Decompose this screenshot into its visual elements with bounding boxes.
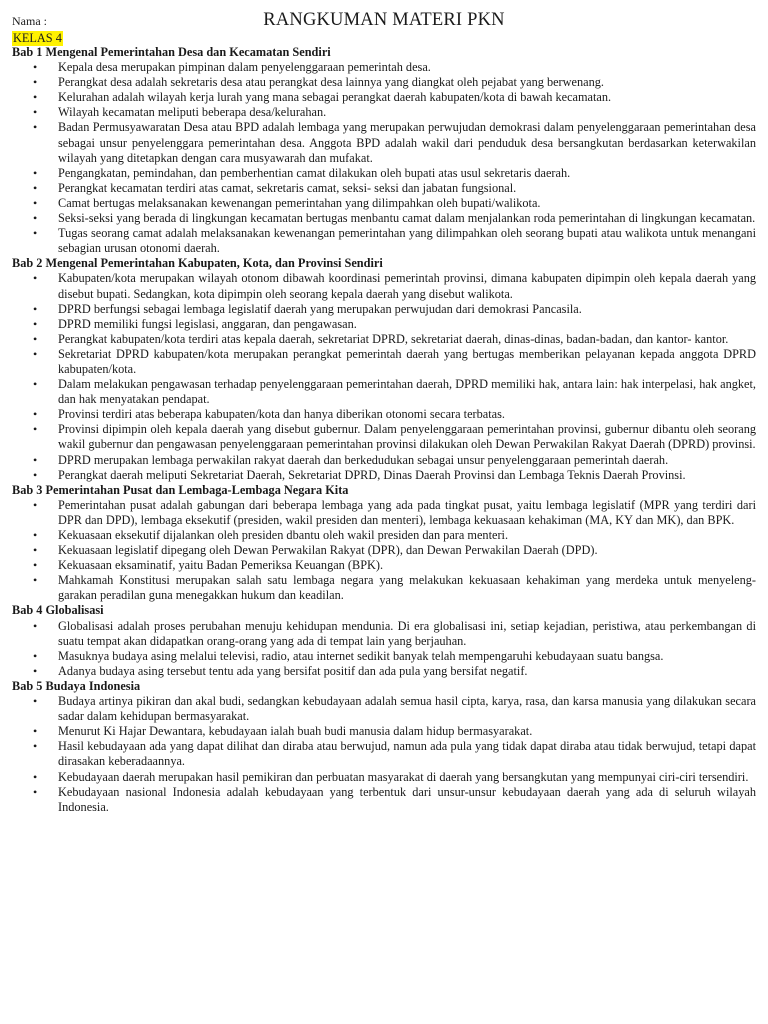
- section-heading: Bab 4 Globalisasi: [12, 603, 104, 618]
- list-item: • Perangkat kabupaten/kota terdiri atas kepala daerah, sekretariat DPRD, sekretariat daerah, dinas-dinas, badan-badan, dan kantor- kantor.: [12, 332, 756, 347]
- bullet-list: [12, 619, 756, 679]
- page-title: RANGKUMAN MATERI PKN: [263, 10, 505, 30]
- list-item: • Seksi-seksi yang berada di lingkungan kecamatan bertugas menbantu camat dalam menjalankan roda pemerintahan di lingkungan kecamatan.: [12, 211, 756, 226]
- bullet-list: [12, 271, 756, 482]
- list-item: • DPRD merupakan lembaga perwakilan rakyat daerah dan berkedudukan sebagai unsur penyelenggaraan pemerintah daerah.: [12, 453, 756, 468]
- list-item: • Wilayah kecamatan meliputi beberapa desa/kelurahan.: [12, 105, 756, 120]
- list-item: • Pengangkatan, pemindahan, dan pemberhentian camat dilakukan oleh bupati atas usul sekretaris daerah.: [12, 166, 756, 181]
- list-item: • Masuknya budaya asing melalui televisi, radio, atau internet sedikit banyak telah mempengaruhi kebudayaan suatu bangsa.: [12, 649, 756, 664]
- list-item: • Provinsi dipimpin oleh kepala daerah yang disebut gubernur. Dalam penyelenggaraan pemerintahan provinsi, gubernur dibantu oleh seorang wakil gubernur dan pengawasan penyelenggaraan pemerintahan provinsi dilakukan oleh Dewan Perwakilan Rakyat Daerah (DPRD) provinsi.: [12, 422, 756, 452]
- list-item: • Hasil kebudayaan ada yang dapat dilihat dan diraba atau berwujud, namun ada pula yang tidak dapat diraba atau tidak berwujud, tetapi dapat dirasakan keberadaannya.: [12, 739, 756, 769]
- list-item: • Sekretariat DPRD kabupaten/kota merupakan perangkat pemerintah daerah yang bertugas memberikan pelayanan kepada anggota DPRD kabupaten/kota.: [12, 347, 756, 377]
- bullet-list: [12, 498, 756, 604]
- list-item: • Perangkat desa adalah sekretaris desa atau perangkat desa lainnya yang diangkat oleh pejabat yang berwenang.: [12, 75, 756, 90]
- list-item: • Kebudayaan nasional Indonesia adalah kebudayaan yang terbentuk dari unsur-unsur kebudayaan daerah yang ada di seluruh wilayah Indonesia.: [12, 785, 756, 815]
- list-item: • DPRD memiliki fungsi legislasi, anggaran, dan pengawasan.: [12, 317, 756, 332]
- document-content: [12, 45, 756, 815]
- list-item: • Kekuasaan legislatif dipegang oleh Dewan Perwakilan Rakyat (DPR), dan Dewan Perwakilan Daerah (DPD).: [12, 543, 756, 558]
- list-item: • Tugas seorang camat adalah melaksanakan kewenangan pemerintahan yang dilimpahkan oleh seorang bupati atau walikota untuk menangani sebagian urusan otonomi daerah.: [12, 226, 756, 256]
- section-heading: Bab 1 Mengenal Pemerintahan Desa dan Kecamatan Sendiri: [12, 45, 331, 59]
- section-heading: Bab 5 Budaya Indonesia: [12, 678, 141, 693]
- list-item: • Menurut Ki Hajar Dewantara, kebudayaan ialah buah budi manusia dalam hidup bermasyarakat.: [12, 724, 756, 739]
- list-item: • Kekuasaan eksekutif dijalankan oleh presiden dbantu oleh wakil presiden dan para menteri.: [12, 528, 756, 543]
- list-item: • Kebudayaan daerah merupakan hasil pemikiran dan perbuatan masyarakat di daerah yang bersangkutan yang mempunyai ciri-ciri tersendiri.: [12, 770, 756, 785]
- list-item: • Kepala desa merupakan pimpinan dalam penyelenggaraan pemerintah desa.: [12, 60, 756, 75]
- list-item: • Badan Permusyawaratan Desa atau BPD adalah lembaga yang merupakan perwujudan demokrasi dalam penyelenggaraan pemerintahan desa sebagai unsur penyelenggara pemerintahan desa. Anggota BPD adalah wakil dari penduduk desa bersangkutan berdasarkan keterwakilan wilayah yang ditetapkan dengan cara musyawarah dan mufakat.: [12, 120, 756, 165]
- list-item: • DPRD berfungsi sebagai lembaga legislatif daerah yang merupakan perwujudan dari demokrasi Pancasila.: [12, 302, 756, 317]
- kelas-highlight: KELAS 4: [13, 31, 62, 45]
- section-heading: Bab 2 Mengenal Pemerintahan Kabupaten, Kota, dan Provinsi Sendiri: [12, 256, 383, 271]
- list-item: • Perangkat daerah meliputi Sekretariat Daerah, Sekretariat DPRD, Dinas Daerah Provinsi dan Lembaga Teknis Daerah Provinsi.: [12, 468, 756, 483]
- section-heading: Bab 3 Pemerintahan Pusat dan Lembaga-Lembaga Negara Kita: [12, 482, 349, 497]
- list-item: • Mahkamah Konstitusi merupakan salah satu lembaga negara yang melakukan kekuasaan kehakiman yang merdeka untuk menyeleng- garakan peradilan guna menegakkan hukum dan keadilan.: [12, 573, 756, 603]
- list-item: • Dalam melakukan pengawasan terhadap penyelenggaraan pemerintahan daerah, DPRD memiliki hak, antara lain: hak interpelasi, hak angket, dan hak menyatakan pendapat.: [12, 377, 756, 407]
- nama-label: Nama :: [12, 14, 47, 28]
- list-item: • Provinsi terdiri atas beberapa kabupaten/kota dan hanya diberikan otonomi secara terbatas.: [12, 407, 756, 422]
- list-item: • Camat bertugas melaksanakan kewenangan pemerintahan yang dilimpahkan oleh bupati/walikota.: [12, 196, 756, 211]
- list-item: • Kelurahan adalah wilayah kerja lurah yang mana sebagai perangkat daerah kabupaten/kota di bawah kecamatan.: [12, 90, 756, 105]
- list-item: • Globalisasi adalah proses perubahan menuju kehidupan mendunia. Di era globalisasi ini, setiap kejadian, peristiwa, atau perkembangan di suatu tempat akan didapatkan orang-orang yang ada di tempat lain yang berjauhan.: [12, 619, 756, 649]
- list-item: • Adanya budaya asing tersebut tentu ada yang bersifat positif dan ada pula yang bersifat negatif.: [12, 664, 756, 679]
- bullet-list: [12, 60, 756, 256]
- list-item: • Kekuasaan eksaminatif, yaitu Badan Pemeriksa Keuangan (BPK).: [12, 558, 756, 573]
- list-item: • Budaya artinya pikiran dan akal budi, sedangkan kebudayaan adalah semua hasil cipta, karya, rasa, dan karsa manusia yang dilakukan secara sadar dalam kehidupan bermasyarakat.: [12, 694, 756, 724]
- bullet-list: [12, 694, 756, 815]
- list-item: • Perangkat kecamatan terdiri atas camat, sekretaris camat, seksi- seksi dan jabatan fungsional.: [12, 181, 756, 196]
- list-item: • Pemerintahan pusat adalah gabungan dari beberapa lembaga yang ada pada tingkat pusat, yaitu lembaga legislatif (MPR yang terdiri dari DPR dan DPD), lembaga eksekutif (presiden, wakil presiden dan menteri), lembaga kekuasaan kehakiman (MA, KY dan MK), dan BPK.: [12, 498, 756, 528]
- list-item: • Kabupaten/kota merupakan wilayah otonom dibawah koordinasi pemerintah provinsi, dimana kabupaten dipimpin oleh kepala daerah yang disebut bupati. Sedangkan, kota dipimpin oleh seorang kepala daerah yang disebut walikota.: [12, 271, 756, 301]
